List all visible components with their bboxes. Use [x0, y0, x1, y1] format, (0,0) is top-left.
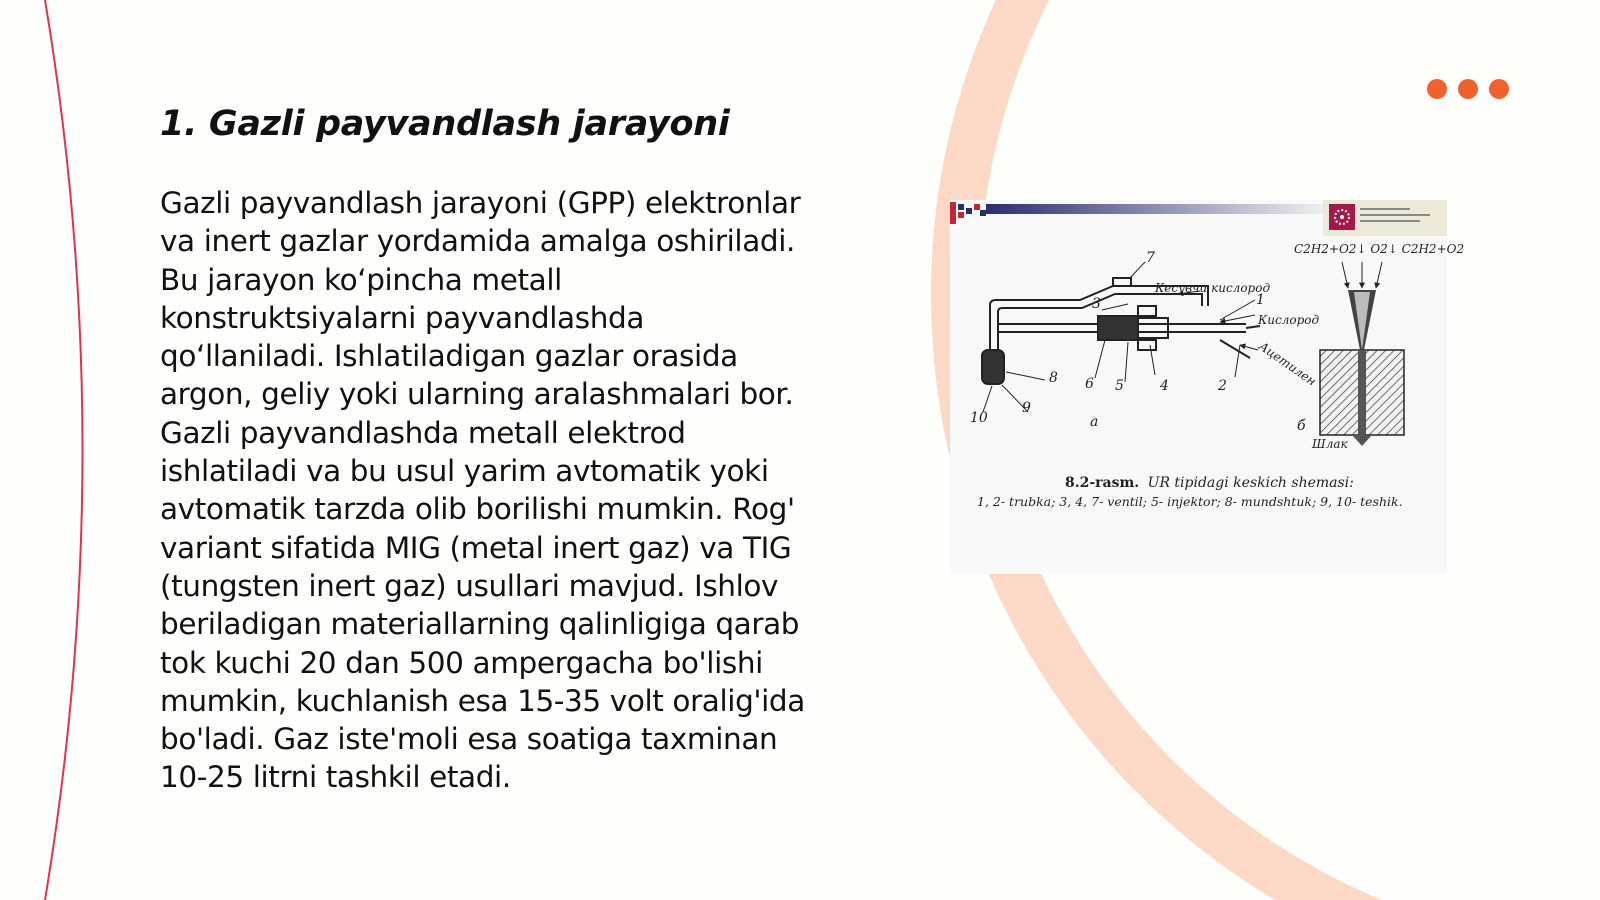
flower-logo-icon	[1329, 204, 1355, 230]
body-line: mumkin, kuchlanish esa 15-35 volt oralig'ida	[160, 683, 805, 718]
cutting-torch-diagram	[950, 200, 1465, 574]
figure-legend: 1, 2- trubka; 3, 4, 7- ventil; 5- injektor; 8- mundshtuk; 9, 10- teshik.	[977, 494, 1403, 509]
body-line: variant sifatida MIG (metal inert gaz) va TIG	[160, 530, 792, 565]
part-number: 5	[1115, 378, 1124, 394]
sub-figure-a: а	[1090, 414, 1099, 430]
body-line: argon, geliy yoki ularning aralashmalari bor.	[160, 377, 794, 412]
cutting-oxygen-label: Кесувчи кислород	[1155, 281, 1271, 295]
body-line: avtomatik tarzda olib borilishi mumkin. Rog'	[160, 492, 795, 527]
acetylene-label: Ацетилен	[1256, 338, 1319, 389]
logo-text-line	[1360, 208, 1410, 210]
bar-pattern-icon	[950, 202, 986, 224]
decorative-dots	[1427, 79, 1509, 99]
part-number: 9	[1022, 400, 1031, 416]
logo-text-line	[1360, 214, 1430, 216]
part-number: 3	[1092, 296, 1101, 312]
header-gradient-band	[986, 204, 1326, 214]
logo-text-line	[1360, 220, 1420, 222]
body-line: tok kuchi 20 dan 500 ampergacha bo'lishi	[160, 645, 763, 680]
slide-title: 1. Gazli payvandlash jarayoni	[160, 104, 730, 144]
body-line: qo‘llaniladi. Ishlatiladigan gazlar orasida	[160, 339, 738, 374]
slag-label: Шлак	[1312, 437, 1348, 451]
part-number: 1	[1256, 292, 1265, 308]
body-line: va inert gazlar yordamida amalga oshiriladi.	[160, 224, 796, 259]
body-line: 10-25 litrni tashkil etadi.	[160, 760, 511, 795]
part-number: 8	[1049, 370, 1058, 386]
body-line: bo'ladi. Gaz iste'moli esa soatiga taxminan	[160, 722, 778, 757]
dot-icon	[1489, 79, 1509, 99]
caption-italic: UR tipidagi keskich shemasi:	[1147, 475, 1354, 491]
part-number: 2	[1218, 378, 1227, 394]
part-number: 10	[970, 410, 988, 426]
oxygen-label: Кислород	[1258, 313, 1320, 327]
body-line: konstruktsiyalarni payvandlashda	[160, 300, 645, 335]
caption-bold: 8.2-rasm.	[1065, 475, 1140, 491]
cut-section-drawing	[1320, 262, 1404, 446]
figure-caption	[1065, 475, 1354, 491]
decorative-left-curve	[45, 0, 83, 900]
slide-body-text	[160, 184, 840, 797]
body-line: Gazli payvandlash jarayoni (GPP) elektronlar	[160, 186, 801, 220]
body-line: beriladigan materiallarning qalinligiga qarab	[160, 607, 800, 642]
sub-figure-b: б	[1297, 418, 1306, 434]
dot-icon	[1458, 79, 1478, 99]
body-line: ishlatiladi va bu usul yarim avtomatik yoki	[160, 454, 769, 489]
part-number: 6	[1085, 376, 1094, 392]
dot-icon	[1427, 79, 1447, 99]
body-line: (tungsten inert gaz) usullari mavjud. Ishlov	[160, 568, 779, 603]
part-number: 4	[1160, 378, 1169, 394]
body-line: Bu jarayon ko‘pincha metall	[160, 262, 562, 297]
gas-mix-label: C2H2+O2↓ O2↓ C2H2+O2	[1294, 242, 1465, 256]
body-line: Gazli payvandlashda metall elektrod	[160, 415, 686, 450]
part-number: 7	[1146, 250, 1155, 266]
